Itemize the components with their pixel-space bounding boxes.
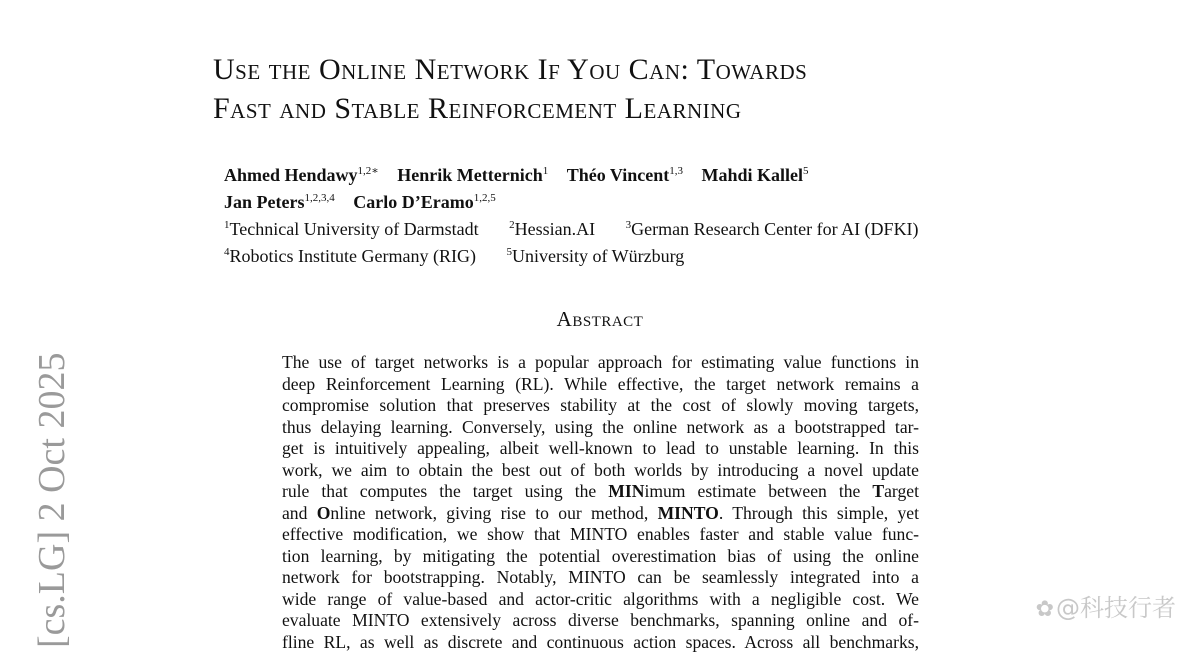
affiliation: $^2$Hessian.AI bbox=[509, 219, 595, 239]
abstract-line: evaluate MINTO extensively across diverse benchmarks, spanning online and of- bbox=[282, 610, 919, 632]
author-line-2 bbox=[224, 187, 945, 214]
abstract-line: effective modification, we show that MINTO enables faster and stable value func- bbox=[282, 524, 919, 546]
affiliation-line-1 bbox=[224, 214, 945, 241]
affiliation: $^5$University of Würzburg bbox=[506, 246, 684, 266]
abstract-line: get is intuitively appealing, albeit well-known to lead to unstable learning. In this bbox=[282, 438, 919, 460]
author: Mahdi Kallel$^5$ bbox=[701, 165, 808, 185]
paper-title bbox=[213, 50, 1013, 128]
abstract-line: tion learning, by mitigating the potential overestimation bias of using the online bbox=[282, 546, 919, 568]
paw-icon: ✿ bbox=[1036, 597, 1054, 622]
author: Ahmed Hendawy$^{1,2∗}$ bbox=[224, 165, 379, 185]
affiliation: $^4$Robotics Institute Germany (RIG) bbox=[224, 246, 476, 266]
arxiv-stamp: [cs.LG] 2 Oct 2025 bbox=[30, 328, 74, 648]
watermark bbox=[1036, 588, 1176, 623]
abstract-line: and Online network, giving rise to our method, MINTO. Through this simple, yet bbox=[282, 503, 919, 525]
abstract-line: network for bootstrapping. Notably, MINTO can be seamlessly integrated into a bbox=[282, 567, 919, 589]
author: Théo Vincent$^{1,3}$ bbox=[567, 165, 683, 185]
watermark-text: @科技行者 bbox=[1056, 594, 1176, 622]
abstract-line: fline RL, as well as discrete and continuous action spaces. Across all benchmarks, bbox=[282, 632, 919, 653]
abstract-line: The use of target networks is a popular approach for estimating value functions in bbox=[282, 352, 919, 374]
title-line-1: Use the Online Network If You Can: Towards bbox=[213, 50, 1013, 89]
abstract-line: wide range of value-based and actor-critic algorithms with a negligible cost. We bbox=[282, 589, 919, 611]
abstract-line: thus delaying learning. Conversely, using the online network as a bootstrapped tar- bbox=[282, 417, 919, 439]
affiliation: $^1$Technical University of Darmstadt bbox=[224, 219, 479, 239]
abstract-line: work, we aim to obtain the best out of both worlds by introducing a novel update bbox=[282, 460, 919, 482]
author-line-1 bbox=[224, 160, 945, 187]
author-block bbox=[224, 160, 945, 268]
abstract-body bbox=[282, 352, 919, 653]
author: Henrik Metternich$^1$ bbox=[397, 165, 548, 185]
abstract-line: rule that computes the target using the MINimum estimate between the Target bbox=[282, 481, 919, 503]
author: Jan Peters$^{1,2,3,4}$ bbox=[224, 192, 335, 212]
abstract-line: deep Reinforcement Learning (RL). While effective, the target network remains a bbox=[282, 374, 919, 396]
author: Carlo D’Eramo$^{1,2,5}$ bbox=[353, 192, 495, 212]
affiliation-line-2 bbox=[224, 241, 945, 268]
abstract-line: compromise solution that preserves stability at the cost of slowly moving targets, bbox=[282, 395, 919, 417]
abstract-paragraph bbox=[282, 352, 919, 653]
affiliation: $^3$German Research Center for AI (DFKI) bbox=[626, 219, 919, 239]
abstract-heading: Abstract bbox=[0, 307, 1200, 332]
title-line-2: Fast and Stable Reinforcement Learning bbox=[213, 89, 1013, 128]
